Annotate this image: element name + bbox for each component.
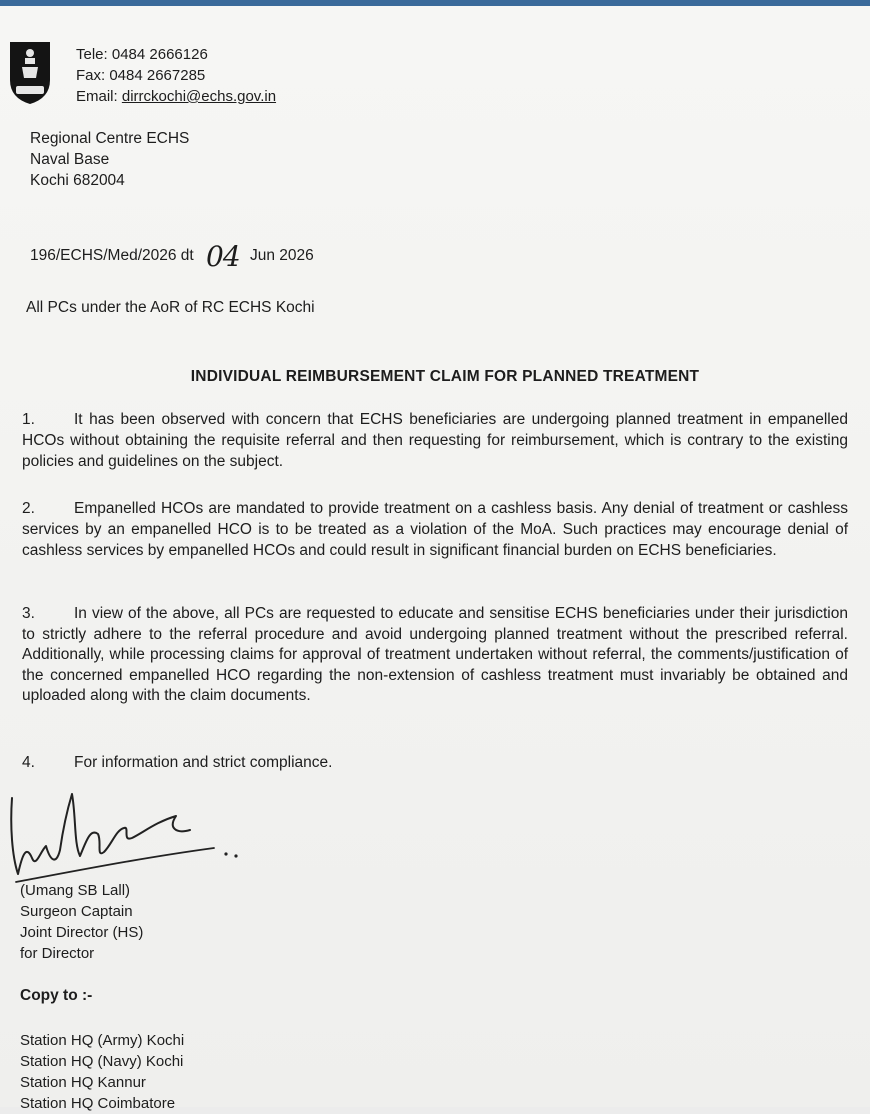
paragraph-text: It has been observed with concern that ECHS beneficiaries are undergoing planned treatment in empanelled HCOs without obtaining the requisite referral and then requesting for reimbursement, which is contrary to the existing policies and guidelines on the subject. [22, 411, 848, 470]
paragraph-2 [22, 498, 848, 561]
paragraph-text: For information and strict compliance. [74, 754, 333, 771]
signer-name: (Umang SB Lall) [20, 882, 131, 899]
subject-heading: INDIVIDUAL REIMBURSEMENT CLAIM FOR PLANNED TREATMENT [190, 368, 700, 385]
paragraph-text: Empanelled HCOs are mandated to provide treatment on a cashless basis. Any denial of treatment or cashless services by an empanelled HCO is to be treated as a violation of the MoA. Such practices may encourage denial of cashless services by empanelled HCOs and could result in significant financial burden on ECHS beneficiaries. [22, 500, 848, 559]
letter-page [0, 6, 870, 1112]
copy-to-heading: Copy to :- [20, 987, 93, 1004]
address-line-3: Kochi 682004 [30, 172, 125, 189]
paragraph-number: 3. [22, 605, 35, 622]
copy-to-list [20, 1030, 184, 1114]
paragraph-4 [22, 752, 848, 773]
paragraph-1 [22, 409, 848, 472]
addressee: All PCs under the AoR of RC ECHS Kochi [26, 299, 315, 316]
handwritten-day: 04 [206, 240, 240, 273]
email-label: Email: [76, 88, 118, 105]
echs-logo-icon [6, 40, 54, 106]
sender-address [30, 128, 189, 191]
list-item: Station HQ (Navy) Kochi [20, 1053, 184, 1070]
email-link[interactable]: dirrckochi@echs.gov.in [121, 88, 277, 105]
paragraph-number: 1. [22, 411, 35, 428]
paragraph-number: 4. [22, 754, 35, 771]
tele-line: Tele: 0484 2666126 [76, 46, 208, 63]
signer-block [20, 880, 143, 964]
list-item: Station HQ Coimbatore [20, 1095, 176, 1112]
address-line-1: Regional Centre ECHS [30, 130, 190, 147]
reference-line [30, 234, 314, 273]
reference-month-year: Jun 2026 [249, 247, 314, 264]
paragraph-3 [22, 604, 848, 707]
signer-rank: Surgeon Captain [20, 903, 133, 920]
signer-designation: Joint Director (HS) [20, 924, 144, 941]
email-line [76, 86, 276, 107]
address-line-2: Naval Base [30, 151, 110, 168]
paragraph-number: 2. [22, 500, 35, 517]
signer-for: for Director [20, 945, 95, 962]
contact-block [76, 44, 276, 107]
paragraph-text: In view of the above, all PCs are requested to educate and sensitise ECHS beneficiaries under their jurisdiction to strictly adhere to the referral procedure and avoid undergoing planned treatment without the prescribed referral. Additionally, while processing claims for approval of treatment undertaken without referral, the comments/justification of the concerned empanelled HCO regarding the non-extension of cashless treatment must invariably be obtained and uploaded along with the claim documents. [22, 605, 848, 704]
list-item: Station HQ (Army) Kochi [20, 1032, 185, 1049]
fax-line: Fax: 0484 2667285 [76, 67, 206, 84]
reference-number: 196/ECHS/Med/2026 dt [30, 247, 194, 264]
list-item: Station HQ Kannur [20, 1074, 146, 1091]
